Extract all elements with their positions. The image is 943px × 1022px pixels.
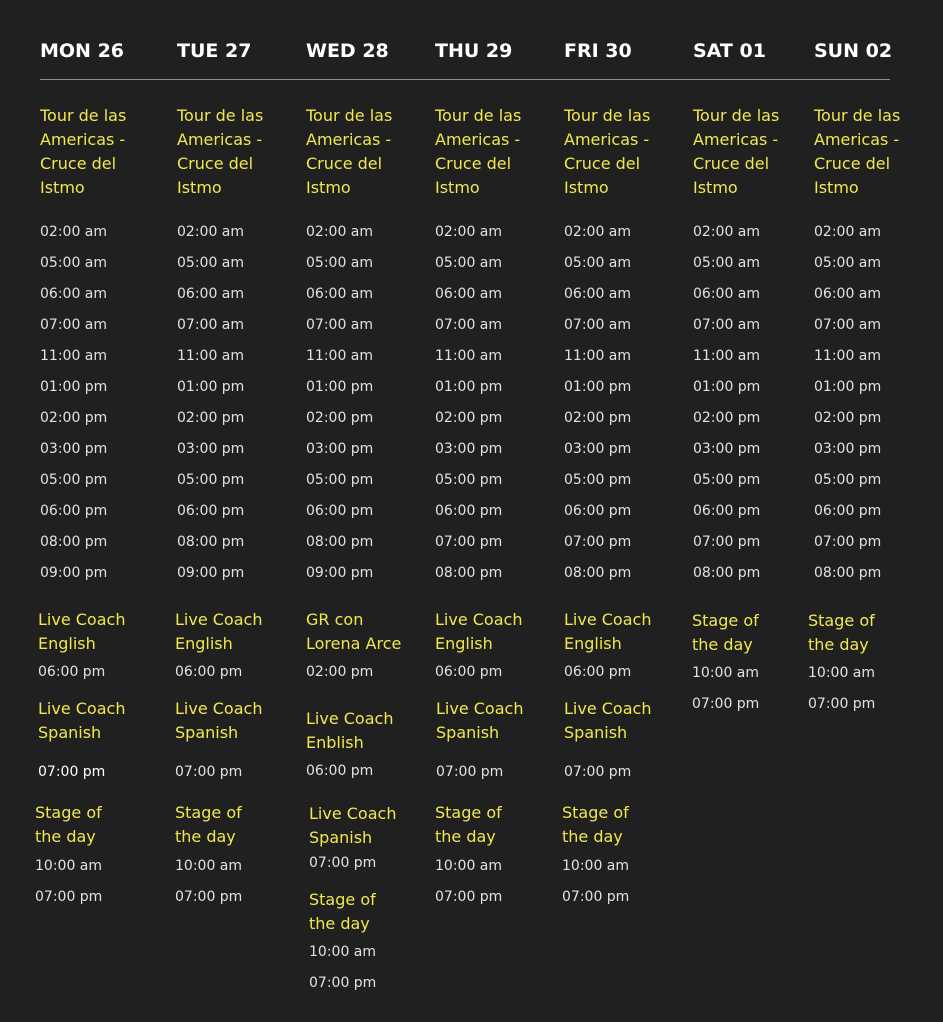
- event-title-line: Stage of: [175, 803, 242, 822]
- event-title-line: Americas -: [306, 130, 392, 149]
- event-time: 06:00 pm: [564, 664, 632, 680]
- event-time: 06:00 pm: [564, 503, 632, 519]
- event-time: 06:00 pm: [435, 664, 503, 680]
- event-time: 07:00 pm: [436, 764, 504, 780]
- event-time: 07:00 pm: [35, 889, 103, 905]
- event-title-wed-3[interactable]: [309, 802, 434, 850]
- event-time: 02:00 am: [306, 224, 374, 240]
- event-title-line: Live Coach: [38, 610, 126, 629]
- event-title-tue-1[interactable]: [175, 608, 300, 656]
- event-title-line: Live Coach: [306, 709, 394, 728]
- event-title-mon-2[interactable]: [38, 697, 163, 745]
- event-title-tue-2[interactable]: [175, 697, 300, 745]
- event-time: 05:00 am: [177, 255, 245, 271]
- day-header-sat: SAT 01: [693, 40, 766, 62]
- event-title-line: Cruce del: [693, 154, 770, 173]
- event-time: 07:00 pm: [692, 696, 760, 712]
- event-title-line: the day: [435, 827, 496, 846]
- event-time: 07:00 pm: [435, 889, 503, 905]
- day-header-mon: MON 26: [40, 40, 125, 62]
- event-time: 06:00 pm: [177, 503, 245, 519]
- event-time: 05:00 am: [306, 255, 374, 271]
- event-time: 02:00 am: [435, 224, 503, 240]
- event-title-sun-1[interactable]: [808, 609, 933, 657]
- event-time: 02:00 pm: [40, 410, 108, 426]
- event-title-line: English: [435, 634, 493, 653]
- day-header-sun: SUN 02: [814, 40, 893, 62]
- event-time: 05:00 pm: [435, 472, 503, 488]
- event-time: 05:00 pm: [564, 472, 632, 488]
- event-title-line: Istmo: [177, 178, 222, 197]
- event-title-line: Live Coach: [564, 610, 652, 629]
- event-time: 03:00 pm: [693, 441, 761, 457]
- event-time: 05:00 pm: [693, 472, 761, 488]
- event-title-line: Live Coach: [175, 610, 263, 629]
- event-time: 05:00 pm: [306, 472, 374, 488]
- event-time: 05:00 am: [693, 255, 761, 271]
- header-divider: [40, 79, 890, 80]
- event-time: 02:00 pm: [564, 410, 632, 426]
- event-time: 06:00 am: [814, 286, 882, 302]
- event-title-line: Cruce del: [564, 154, 641, 173]
- event-title-line: Americas -: [435, 130, 521, 149]
- event-time: 11:00 am: [306, 348, 374, 364]
- event-time: 07:00 am: [814, 317, 882, 333]
- event-title-wed-4[interactable]: [309, 888, 434, 936]
- event-time: 07:00 pm: [175, 764, 243, 780]
- event-time: 08:00 pm: [814, 565, 882, 581]
- event-time: 11:00 am: [177, 348, 245, 364]
- day-header-wed: WED 28: [306, 40, 389, 62]
- event-time: 02:00 pm: [693, 410, 761, 426]
- event-time: 06:00 pm: [306, 763, 374, 779]
- event-title-line: English: [564, 634, 622, 653]
- event-title-sat-1[interactable]: [692, 609, 817, 657]
- event-title-tue-3[interactable]: [175, 801, 300, 849]
- event-time: 07:00 am: [40, 317, 108, 333]
- event-title-line: Live Coach: [435, 610, 523, 629]
- event-time: 03:00 pm: [814, 441, 882, 457]
- event-time: 02:00 pm: [306, 664, 374, 680]
- event-title-line: Stage of: [562, 803, 629, 822]
- event-title-fri-1[interactable]: [564, 608, 689, 656]
- event-time: 06:00 am: [693, 286, 761, 302]
- event-title-line: Americas -: [564, 130, 650, 149]
- event-time: 07:00 pm: [814, 534, 882, 550]
- event-title-line: Tour de las: [564, 106, 651, 125]
- event-title-line: the day: [175, 827, 236, 846]
- event-time: 05:00 am: [814, 255, 882, 271]
- event-title-line: Live Coach: [564, 699, 652, 718]
- event-time: 08:00 pm: [177, 534, 245, 550]
- day-header-tue: TUE 27: [177, 40, 252, 62]
- event-title-line: Tour de las: [306, 106, 393, 125]
- event-time: 01:00 pm: [814, 379, 882, 395]
- event-time: 05:00 am: [564, 255, 632, 271]
- event-title-line: Spanish: [175, 723, 239, 742]
- event-time: 05:00 am: [435, 255, 503, 271]
- event-title-line: Americas -: [693, 130, 779, 149]
- event-title-line: Tour de las: [814, 106, 901, 125]
- event-time: 01:00 pm: [177, 379, 245, 395]
- event-time: 07:00 pm: [38, 764, 106, 780]
- event-title-line: Lorena Arce: [306, 634, 402, 653]
- event-time: 09:00 pm: [40, 565, 108, 581]
- event-title-line: the day: [692, 635, 753, 654]
- event-title-line: Live Coach: [175, 699, 263, 718]
- event-time: 07:00 am: [177, 317, 245, 333]
- event-time: 07:00 pm: [435, 534, 503, 550]
- event-time: 05:00 am: [40, 255, 108, 271]
- event-time: 07:00 am: [693, 317, 761, 333]
- day-header-fri: FRI 30: [564, 40, 632, 62]
- event-time: 06:00 pm: [40, 503, 108, 519]
- event-title-line: the day: [35, 827, 96, 846]
- event-title-line: Cruce del: [40, 154, 117, 173]
- event-time: 06:00 pm: [38, 664, 106, 680]
- event-time: 05:00 pm: [177, 472, 245, 488]
- event-time: 07:00 pm: [309, 855, 377, 871]
- event-time: 11:00 am: [693, 348, 761, 364]
- event-time: 03:00 pm: [435, 441, 503, 457]
- event-title-fri-0[interactable]: [564, 104, 689, 200]
- event-time: 11:00 am: [814, 348, 882, 364]
- event-title-line: Cruce del: [435, 154, 512, 173]
- event-time: 01:00 pm: [693, 379, 761, 395]
- event-time: 03:00 pm: [306, 441, 374, 457]
- event-title-line: English: [175, 634, 233, 653]
- event-title-line: Tour de las: [435, 106, 522, 125]
- event-time: 11:00 am: [40, 348, 108, 364]
- event-time: 08:00 pm: [564, 565, 632, 581]
- event-time: 03:00 pm: [564, 441, 632, 457]
- event-title-thu-0[interactable]: [435, 104, 560, 200]
- event-time: 07:00 pm: [808, 696, 876, 712]
- event-title-line: Istmo: [814, 178, 859, 197]
- event-time: 06:00 pm: [306, 503, 374, 519]
- event-title-line: Americas -: [177, 130, 263, 149]
- event-title-line: Live Coach: [436, 699, 524, 718]
- event-time: 02:00 am: [814, 224, 882, 240]
- event-title-line: the day: [562, 827, 623, 846]
- event-title-line: Americas -: [814, 130, 900, 149]
- event-time: 06:00 pm: [814, 503, 882, 519]
- event-time: 10:00 am: [808, 665, 876, 681]
- event-time: 05:00 pm: [40, 472, 108, 488]
- event-title-line: Istmo: [693, 178, 738, 197]
- event-title-mon-0[interactable]: [40, 104, 165, 200]
- event-time: 09:00 pm: [306, 565, 374, 581]
- event-time: 10:00 am: [562, 858, 630, 874]
- event-time: 02:00 am: [177, 224, 245, 240]
- event-time: 11:00 am: [435, 348, 503, 364]
- event-time: 06:00 am: [40, 286, 108, 302]
- event-time: 01:00 pm: [40, 379, 108, 395]
- event-time: 02:00 pm: [177, 410, 245, 426]
- event-time: 07:00 pm: [309, 975, 377, 991]
- event-title-line: Tour de las: [177, 106, 264, 125]
- event-title-line: Istmo: [564, 178, 609, 197]
- event-title-line: Cruce del: [306, 154, 383, 173]
- event-title-line: Spanish: [309, 828, 373, 847]
- event-title-line: Tour de las: [693, 106, 780, 125]
- event-title-line: the day: [309, 914, 370, 933]
- day-header-thu: THU 29: [435, 40, 513, 62]
- event-time: 07:00 am: [306, 317, 374, 333]
- event-title-fri-3[interactable]: [562, 801, 687, 849]
- event-time: 06:00 am: [177, 286, 245, 302]
- event-time: 11:00 am: [564, 348, 632, 364]
- event-time: 03:00 pm: [177, 441, 245, 457]
- event-time: 10:00 am: [309, 944, 377, 960]
- event-time: 08:00 pm: [693, 565, 761, 581]
- event-time: 06:00 am: [564, 286, 632, 302]
- event-time: 01:00 pm: [306, 379, 374, 395]
- event-title-line: Americas -: [40, 130, 126, 149]
- event-title-line: Spanish: [436, 723, 500, 742]
- event-title-wed-0[interactable]: [306, 104, 431, 200]
- event-time: 02:00 am: [693, 224, 761, 240]
- event-time: 06:00 pm: [435, 503, 503, 519]
- event-title-line: Stage of: [35, 803, 102, 822]
- event-time: 07:00 pm: [562, 889, 630, 905]
- event-time: 10:00 am: [435, 858, 503, 874]
- event-time: 01:00 pm: [435, 379, 503, 395]
- event-title-line: Cruce del: [814, 154, 891, 173]
- event-time: 08:00 pm: [40, 534, 108, 550]
- event-title-line: the day: [808, 635, 869, 654]
- event-title-thu-1[interactable]: [435, 608, 560, 656]
- event-time: 07:00 pm: [564, 764, 632, 780]
- event-time: 06:00 pm: [693, 503, 761, 519]
- event-title-wed-1[interactable]: [306, 608, 431, 656]
- event-time: 01:00 pm: [564, 379, 632, 395]
- event-time: 07:00 pm: [175, 889, 243, 905]
- event-time: 02:00 pm: [306, 410, 374, 426]
- event-time: 07:00 pm: [693, 534, 761, 550]
- event-title-line: Spanish: [564, 723, 628, 742]
- event-time: 10:00 am: [175, 858, 243, 874]
- event-time: 02:00 am: [564, 224, 632, 240]
- event-time: 05:00 pm: [814, 472, 882, 488]
- event-time: 07:00 am: [435, 317, 503, 333]
- event-time: 08:00 pm: [435, 565, 503, 581]
- event-title-line: Stage of: [808, 611, 875, 630]
- event-title-line: Live Coach: [309, 804, 397, 823]
- event-time: 07:00 am: [564, 317, 632, 333]
- event-time: 10:00 am: [35, 858, 103, 874]
- event-title-line: Stage of: [692, 611, 759, 630]
- event-time: 08:00 pm: [306, 534, 374, 550]
- event-title-line: Istmo: [306, 178, 351, 197]
- event-title-line: GR con: [306, 610, 364, 629]
- event-time: 09:00 pm: [177, 565, 245, 581]
- event-time: 06:00 pm: [175, 664, 243, 680]
- event-title-line: Cruce del: [177, 154, 254, 173]
- event-title-line: Stage of: [435, 803, 502, 822]
- event-title-wed-2[interactable]: [306, 707, 431, 755]
- event-title-line: Istmo: [435, 178, 480, 197]
- event-time: 06:00 am: [306, 286, 374, 302]
- event-title-fri-2[interactable]: [564, 697, 689, 745]
- event-title-thu-2[interactable]: [436, 697, 561, 745]
- event-time: 02:00 am: [40, 224, 108, 240]
- event-title-line: English: [38, 634, 96, 653]
- event-title-line: Enblish: [306, 733, 364, 752]
- event-title-tue-0[interactable]: [177, 104, 302, 200]
- event-title-mon-1[interactable]: [38, 608, 163, 656]
- event-time: 02:00 pm: [435, 410, 503, 426]
- event-time: 03:00 pm: [40, 441, 108, 457]
- event-title-line: Live Coach: [38, 699, 126, 718]
- event-title-line: Spanish: [38, 723, 102, 742]
- event-time: 07:00 pm: [564, 534, 632, 550]
- event-title-line: Stage of: [309, 890, 376, 909]
- event-title-sat-0[interactable]: [693, 104, 818, 200]
- event-title-line: Tour de las: [40, 106, 127, 125]
- event-title-mon-3[interactable]: [35, 801, 160, 849]
- event-title-line: Istmo: [40, 178, 85, 197]
- event-time: 10:00 am: [692, 665, 760, 681]
- event-time: 02:00 pm: [814, 410, 882, 426]
- event-title-thu-3[interactable]: [435, 801, 560, 849]
- event-time: 06:00 am: [435, 286, 503, 302]
- event-title-sun-0[interactable]: [814, 104, 939, 200]
